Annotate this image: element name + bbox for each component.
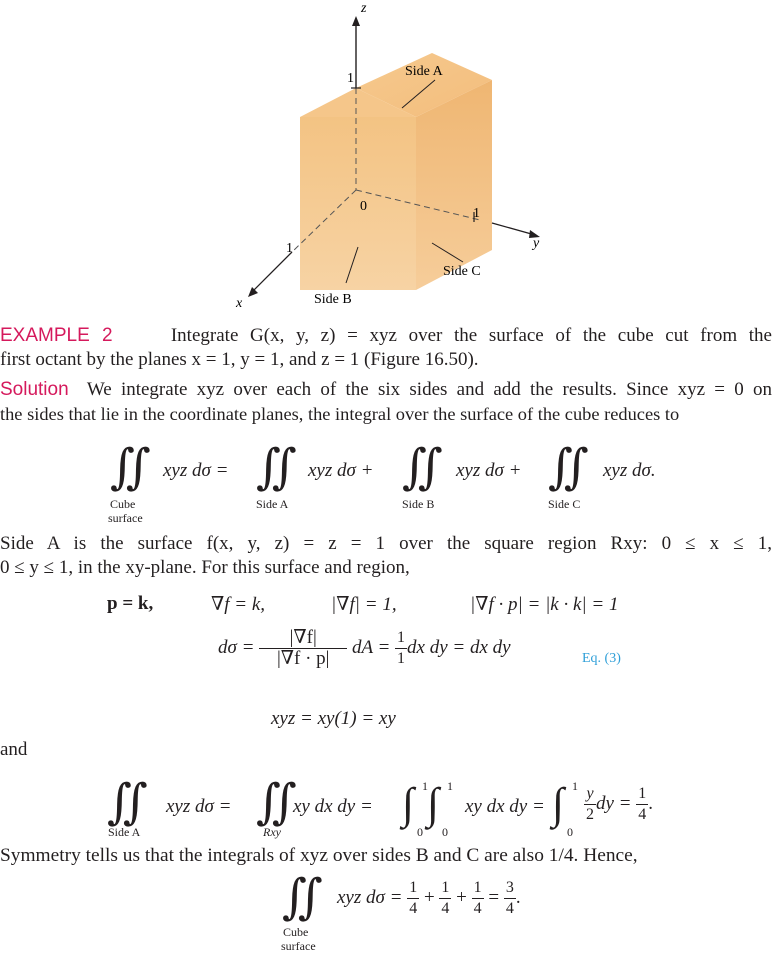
eq6-frac-3 — [472, 878, 484, 919]
origin-label: 0 — [360, 199, 367, 214]
solution-line-1 — [0, 378, 772, 402]
eq3-den: |∇f · p| — [276, 648, 330, 669]
eq5-dy: dy = — [596, 792, 632, 814]
cube-diagram — [230, 0, 546, 318]
eq5-term-1: xy dx dy = — [293, 796, 373, 817]
eq1-lim-side-c: Side C — [548, 497, 581, 511]
eq3-rhs: dx dy = dx dy — [407, 636, 511, 658]
side-a-label: Side A — [405, 64, 443, 79]
eq6-n1: 1 — [409, 879, 418, 896]
eq6-d2: 4 — [441, 900, 450, 917]
example-label: EXAMPLE 2 — [0, 325, 113, 346]
eq1-lim-surface: surface — [108, 511, 143, 525]
integral-sign: ∫ — [402, 779, 415, 828]
eq3-num: |∇f| — [289, 627, 317, 648]
eq5-lo-2: 0 — [442, 825, 448, 839]
eq3-lhs: dσ = — [218, 636, 255, 658]
eq6-plus-2: + — [456, 886, 467, 908]
cube-front-face — [300, 117, 416, 290]
eq3-one-num: 1 — [397, 629, 406, 646]
eq6-body — [337, 878, 521, 919]
double-integral-sign: ∬ — [282, 871, 323, 924]
eq3-mid: dA = — [351, 636, 391, 658]
eq3-one-frac — [395, 628, 407, 669]
eq5-up-2: 1 — [447, 779, 453, 793]
eq3-frac — [259, 628, 347, 669]
para2-line-1: Side A is the surface f(x, y, z) = z = 1 over the square region Rxy: 0 ≤ x ≤ 1, — [0, 533, 772, 554]
eq5-y-den: 2 — [586, 806, 594, 823]
cube-right-face — [416, 80, 492, 290]
and-text: and — [0, 739, 28, 760]
solution-text-1: We integrate xyz over each of the six sides and add the results. Since xyz = 0 on — [86, 379, 772, 400]
solution-line-2: the sides that lie in the coordinate planes, the integral over the surface of the cube reduces to — [0, 404, 680, 424]
eq6-lim-surface: surface — [281, 939, 316, 953]
integral-sign: ∫ — [427, 779, 440, 828]
eq6-frac-1 — [407, 878, 419, 919]
eq6-frac-2 — [439, 878, 451, 919]
eq2-grad: ∇f = k, — [211, 594, 266, 615]
z-axis-arrow — [352, 16, 360, 26]
z-one-label: 1 — [347, 71, 354, 86]
eq5-lim-side-a: Side A — [108, 825, 141, 839]
eq5-lo-3: 0 — [567, 825, 573, 839]
side-b-label: Side B — [314, 292, 352, 307]
example-line-1: Integrate G(x, y, z) = xyz over the surface of the cube cut from the — [170, 325, 772, 346]
eq5-up-1: 1 — [422, 779, 428, 793]
double-integral-sign: ∬ — [107, 776, 148, 829]
eq6-n4: 3 — [505, 879, 514, 896]
eq6-d3: 4 — [473, 900, 482, 917]
eq5-up-3: 1 — [572, 779, 578, 793]
symmetry-text: Symmetry tells us that the integrals of xyz over sides B and C are also 1/4. Hence, — [0, 845, 638, 866]
x-axis — [252, 252, 292, 292]
eq6-lim-cube: Cube — [283, 925, 309, 939]
side-c-label: Side C — [443, 264, 481, 279]
eq1-lim-cube: Cube — [110, 497, 136, 511]
eq6-plus-1: + — [423, 886, 435, 908]
example-line-2: first octant by the planes x = 1, y = 1, and z = 1 (Figure 16.50). — [0, 349, 479, 370]
eq6-frac-4 — [504, 878, 516, 919]
eq5-y-frac — [584, 784, 596, 825]
eq1-term-3: xyz dσ. — [603, 460, 656, 481]
axis-y-label: y — [533, 236, 540, 251]
eq5-res-den: 4 — [638, 806, 647, 823]
eq1-term-2: xyz dσ + — [456, 460, 522, 481]
eq1-lim-side-a: Side A — [256, 497, 289, 511]
eq3-reference: Eq. (3) — [582, 651, 621, 666]
eq6-n3: 1 — [473, 879, 482, 896]
eq6-lhs: xyz dσ = — [337, 886, 403, 908]
y-axis — [492, 223, 535, 235]
eq5-y-num: y — [586, 785, 594, 802]
eq6-d4: 4 — [505, 900, 514, 917]
eq5-result-frac — [636, 784, 648, 825]
double-integral-sign: ∬ — [110, 441, 151, 494]
example-heading-line — [0, 324, 772, 348]
eq2-dot: |∇f · p| = |k · k| = 1 — [470, 594, 619, 615]
eq3-one-den: 1 — [397, 650, 406, 667]
double-integral-sign: ∬ — [548, 441, 589, 494]
eq6-equals: = — [488, 886, 500, 908]
eq4: xyz = xy(1) = xy — [271, 708, 396, 729]
eq1-term-1: xyz dσ + — [308, 460, 374, 481]
x-axis-arrow — [248, 287, 258, 297]
eq5-res-num: 1 — [638, 785, 647, 802]
double-integral-sign: ∬ — [256, 776, 297, 829]
eq6-d1: 4 — [409, 900, 418, 917]
eq3 — [218, 628, 511, 669]
axis-z-label: z — [361, 1, 367, 16]
eq5-lim-rxy: Rxy — [263, 825, 281, 839]
eq6-period: . — [515, 886, 521, 908]
eq6-n2: 1 — [441, 879, 450, 896]
eq5-lhs: xyz dσ = — [166, 796, 232, 817]
cube-figure — [230, 0, 546, 318]
eq5-lo-1: 0 — [417, 825, 423, 839]
eq1-lim-side-b: Side B — [402, 497, 435, 511]
eq2-p: p = k, — [107, 593, 154, 614]
double-integral-sign: ∬ — [256, 441, 297, 494]
eq1-lhs: xyz dσ = — [163, 460, 229, 481]
solution-label: Solution — [0, 379, 69, 400]
eq5-tail — [584, 784, 653, 825]
para2-line-2: 0 ≤ y ≤ 1, in the xy-plane. For this surface and region, — [0, 557, 410, 578]
eq5-period: . — [648, 792, 654, 814]
integral-sign: ∫ — [552, 779, 565, 828]
eq5-term-2: xy dx dy = — [465, 796, 545, 817]
y-one-label: 1 — [473, 206, 480, 221]
double-integral-sign: ∬ — [402, 441, 443, 494]
eq2-abs-grad: |∇f| = 1, — [331, 594, 397, 615]
axis-x-label: x — [236, 296, 243, 311]
x-one-label: 1 — [286, 241, 293, 256]
